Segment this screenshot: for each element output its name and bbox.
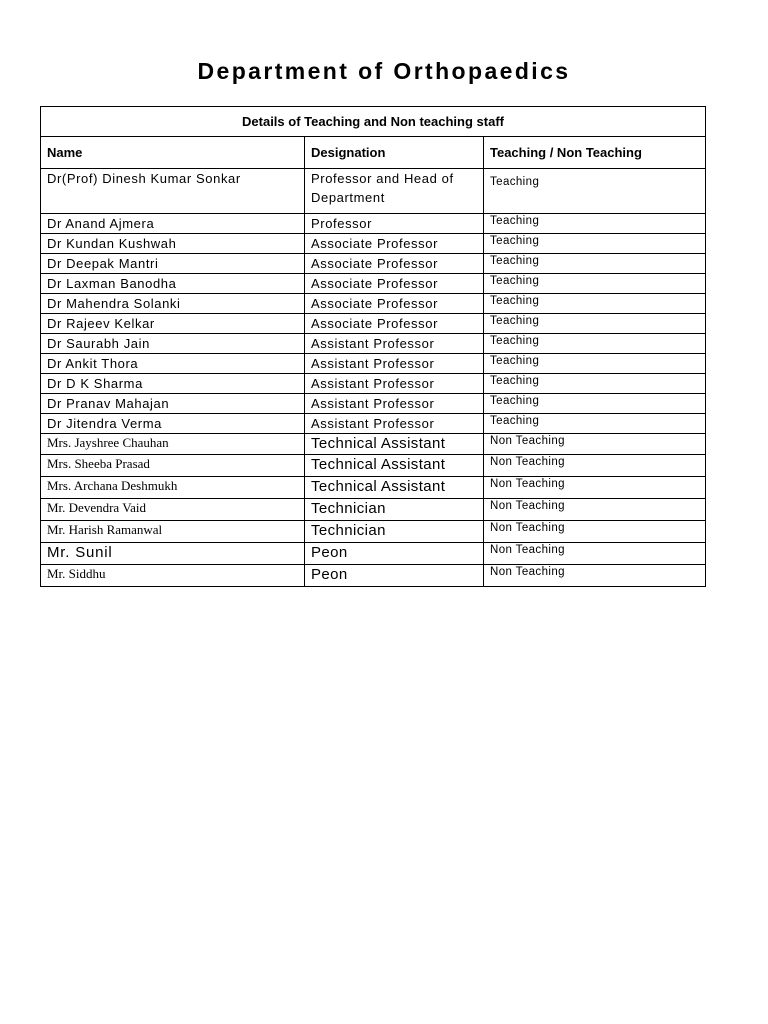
table-row xyxy=(41,374,706,394)
header-name: Name xyxy=(41,137,305,169)
staff-name: Dr Saurabh Jain xyxy=(41,334,305,354)
staff-designation: Professor and Head of Department xyxy=(305,169,484,214)
staff-type: Teaching xyxy=(484,254,706,274)
staff-type: Teaching xyxy=(484,354,706,374)
staff-type: Non Teaching xyxy=(484,499,706,521)
table-row xyxy=(41,314,706,334)
table-caption: Details of Teaching and Non teaching staff xyxy=(41,107,706,137)
staff-name: Dr Rajeev Kelkar xyxy=(41,314,305,334)
staff-type: Teaching xyxy=(484,334,706,354)
staff-designation: Peon xyxy=(305,565,484,587)
staff-designation: Assistant Professor xyxy=(305,354,484,374)
staff-designation: Technician xyxy=(305,521,484,543)
staff-designation: Assistant Professor xyxy=(305,334,484,354)
table-row xyxy=(41,214,706,234)
staff-type: Teaching xyxy=(484,414,706,434)
table-row xyxy=(41,414,706,434)
staff-designation: Peon xyxy=(305,543,484,565)
header-type: Teaching / Non Teaching xyxy=(484,137,706,169)
table-row xyxy=(41,274,706,294)
staff-type: Non Teaching xyxy=(484,543,706,565)
staff-name: Dr D K Sharma xyxy=(41,374,305,394)
staff-designation: Professor xyxy=(305,214,484,234)
staff-designation: Associate Professor xyxy=(305,274,484,294)
staff-type: Non Teaching xyxy=(484,455,706,477)
staff-name: Dr Mahendra Solanki xyxy=(41,294,305,314)
staff-name: Mr. Harish Ramanwal xyxy=(41,521,305,543)
staff-type: Teaching xyxy=(484,314,706,334)
table-row xyxy=(41,543,706,565)
staff-designation: Assistant Professor xyxy=(305,374,484,394)
table-caption-row xyxy=(41,107,706,137)
staff-designation: Associate Professor xyxy=(305,294,484,314)
staff-name: Dr Kundan Kushwah xyxy=(41,234,305,254)
staff-name: Mr. Sunil xyxy=(41,543,305,565)
table-row xyxy=(41,499,706,521)
staff-type: Teaching xyxy=(484,274,706,294)
staff-type: Non Teaching xyxy=(484,521,706,543)
staff-type: Teaching xyxy=(484,374,706,394)
staff-name: Dr Deepak Mantri xyxy=(41,254,305,274)
staff-table xyxy=(40,106,706,587)
staff-type: Non Teaching xyxy=(484,565,706,587)
staff-designation: Technician xyxy=(305,499,484,521)
staff-name: Dr Anand Ajmera xyxy=(41,214,305,234)
table-row xyxy=(41,455,706,477)
table-row xyxy=(41,334,706,354)
table-row xyxy=(41,294,706,314)
table-row xyxy=(41,169,706,214)
table-row xyxy=(41,477,706,499)
staff-type: Teaching xyxy=(484,214,706,234)
staff-name: Dr Pranav Mahajan xyxy=(41,394,305,414)
staff-name: Mrs. Sheeba Prasad xyxy=(41,455,305,477)
staff-name: Dr Laxman Banodha xyxy=(41,274,305,294)
staff-name: Mrs. Jayshree Chauhan xyxy=(41,434,305,455)
staff-designation: Associate Professor xyxy=(305,234,484,254)
table-row xyxy=(41,234,706,254)
staff-designation: Technical Assistant xyxy=(305,455,484,477)
staff-type: Teaching xyxy=(484,234,706,254)
staff-type: Teaching xyxy=(484,394,706,414)
staff-name: Dr Jitendra Verma xyxy=(41,414,305,434)
staff-name: Mrs. Archana Deshmukh xyxy=(41,477,305,499)
page-title: Department of Orthopaedics xyxy=(197,58,571,84)
table-row xyxy=(41,254,706,274)
table-header-row xyxy=(41,137,706,169)
staff-name: Mr. Devendra Vaid xyxy=(41,499,305,521)
staff-designation: Technical Assistant xyxy=(305,434,484,455)
table-row xyxy=(41,394,706,414)
staff-designation: Associate Professor xyxy=(305,314,484,334)
staff-type: Teaching xyxy=(484,169,706,214)
staff-type: Teaching xyxy=(484,294,706,314)
staff-name: Mr. Siddhu xyxy=(41,565,305,587)
table-row xyxy=(41,521,706,543)
staff-name: Dr Ankit Thora xyxy=(41,354,305,374)
staff-type: Non Teaching xyxy=(484,477,706,499)
table-row xyxy=(41,354,706,374)
table-row xyxy=(41,565,706,587)
staff-designation: Assistant Professor xyxy=(305,394,484,414)
staff-name: Dr(Prof) Dinesh Kumar Sonkar xyxy=(41,169,305,214)
staff-designation: Associate Professor xyxy=(305,254,484,274)
staff-designation: Assistant Professor xyxy=(305,414,484,434)
header-designation: Designation xyxy=(305,137,484,169)
staff-type: Non Teaching xyxy=(484,434,706,455)
table-row xyxy=(41,434,706,455)
staff-designation: Technical Assistant xyxy=(305,477,484,499)
